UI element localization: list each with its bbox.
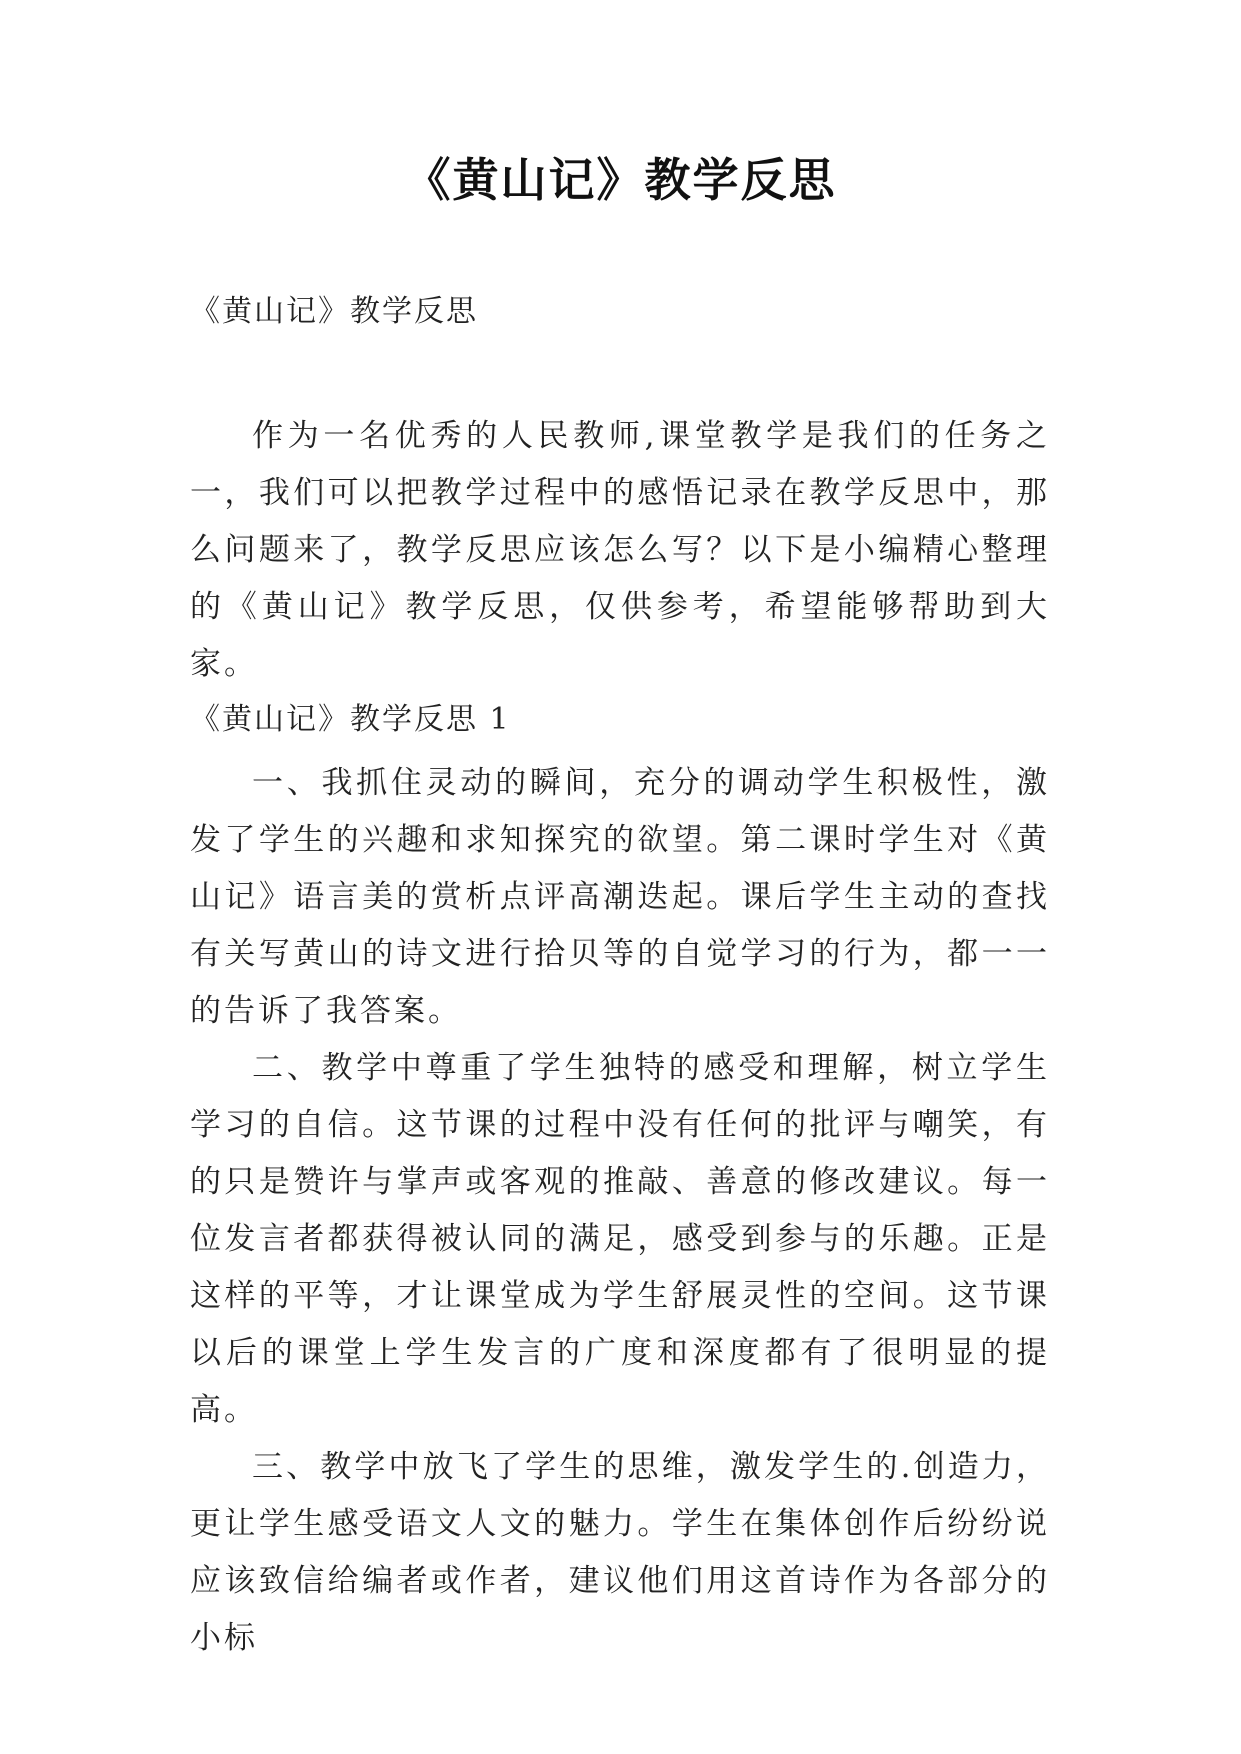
- section-paragraph-1: 一、我抓住灵动的瞬间，充分的调动学生积极性，激发了学生的兴趣和求知探究的欲望。第二课时学生对《黄山记》语言美的赏析点评高潮迭起。课后学生主动的查找有关写黄山的诗文进行拾贝等的自觉学习的行为，都一一的告诉了我答案。: [190, 765, 1050, 1029]
- intro-section: [190, 408, 1050, 693]
- intro-paragraph: 作为一名优秀的人民教师,课堂教学是我们的任务之一，我们可以把教学过程中的感悟记录在教学反思中，那么问题来了，教学反思应该怎么写？以下是小编精心整理的《黄山记》教学反思，仅供参考，希望能够帮助到大家。: [190, 418, 1050, 682]
- document-title: 《黄山记》教学反思: [404, 153, 837, 207]
- section-heading: 《黄山记》教学反思 1: [190, 702, 511, 737]
- section-paragraph-3: 三、教学中放飞了学生的思维，激发学生的.创造力，更让学生感受语文人文的魅力。学生在集体创作后纷纷说应该致信给编者或作者，建议他们用这首诗作为各部分的小标: [190, 1449, 1050, 1656]
- document-subtitle: 《黄山记》教学反思: [190, 294, 478, 329]
- section-body: [190, 755, 1050, 1667]
- section-paragraph-2: 二、教学中尊重了学生独特的感受和理解，树立学生学习的自信。这节课的过程中没有任何的批评与嘲笑，有的只是赞许与掌声或客观的推敲、善意的修改建议。每一位发言者都获得被认同的满足，感受到参与的乐趣。正是这样的平等，才让课堂成为学生舒展灵性的空间。这节课以后的课堂上学生发言的广度和深度都有了很明显的提高。: [190, 1050, 1050, 1428]
